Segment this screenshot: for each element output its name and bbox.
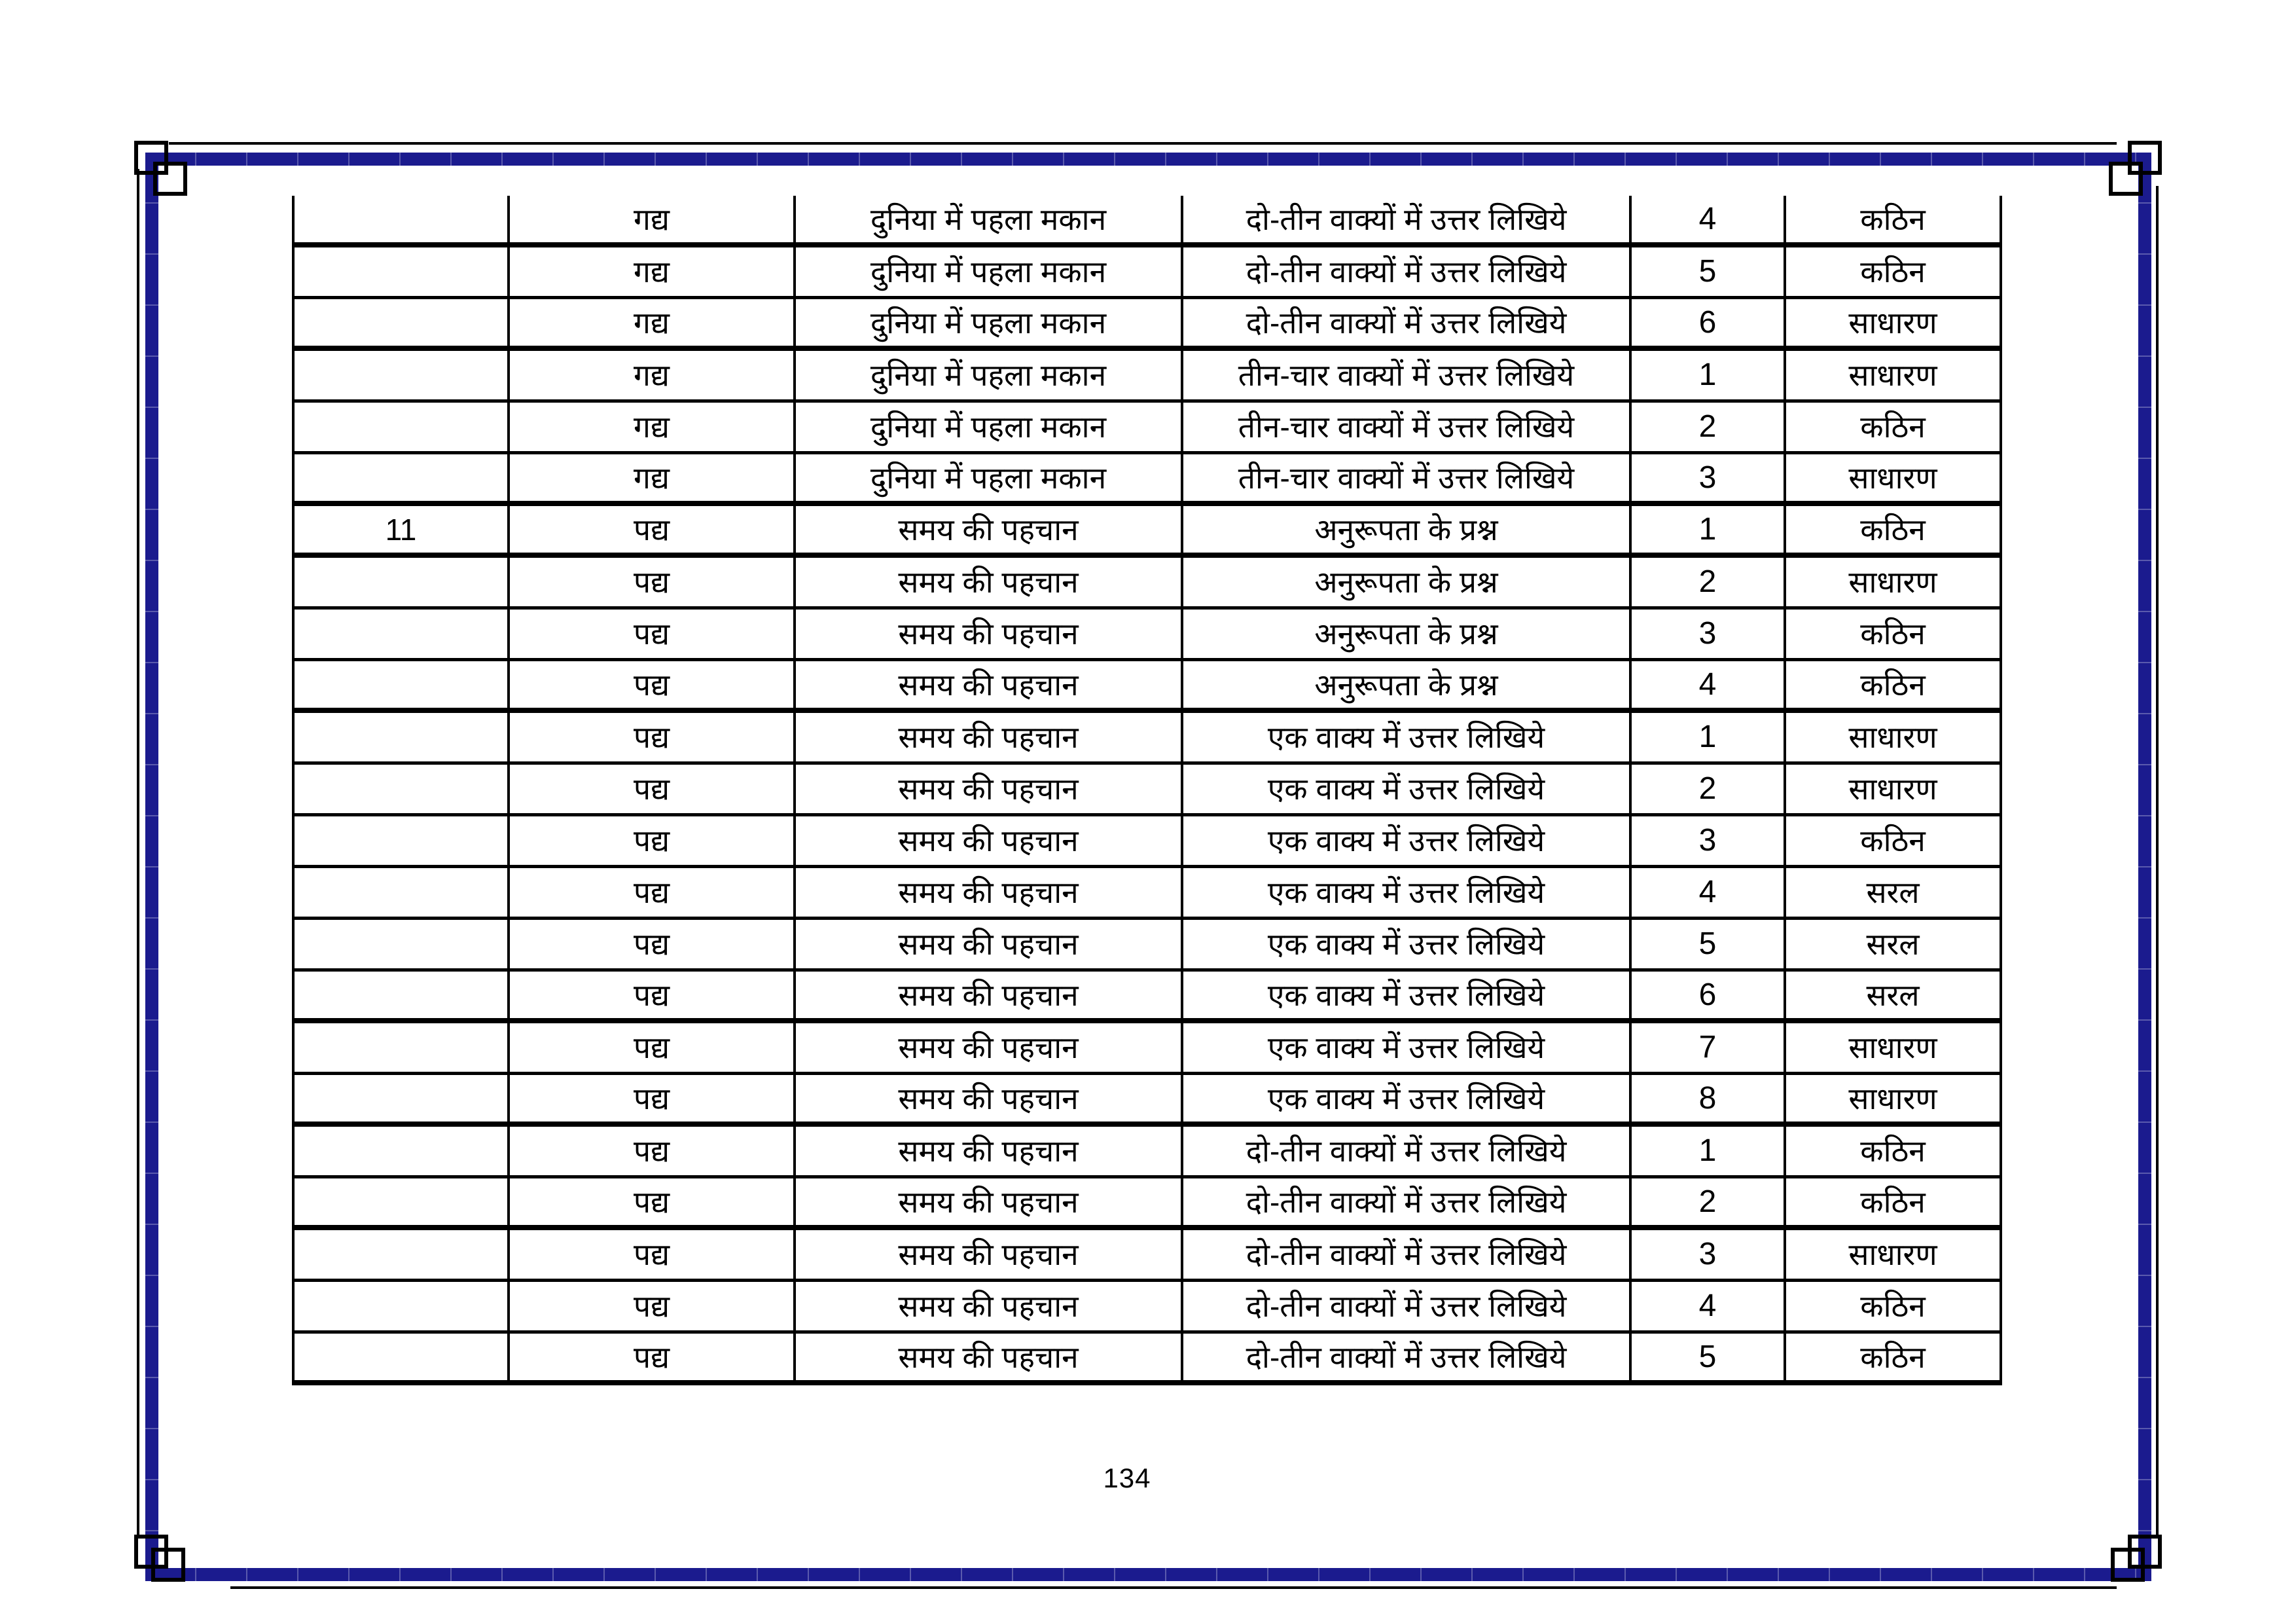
border-corner-square xyxy=(151,1548,185,1582)
cell-serial xyxy=(295,1023,510,1075)
cell-question-number: 7 xyxy=(1632,1023,1786,1075)
cell-question-type: दो-तीन वाक्यों में उत्तर लिखिये xyxy=(1183,1334,1632,1385)
cell-difficulty: साधारण xyxy=(1786,713,2002,765)
cell-question-number: 4 xyxy=(1632,868,1786,920)
cell-serial xyxy=(295,454,510,506)
page-border-thin-line-right xyxy=(2156,186,2159,1535)
cell-genre: गद्य xyxy=(510,196,796,247)
cell-question-type: एक वाक्य में उत्तर लिखिये xyxy=(1183,713,1632,765)
cell-question-type: अनुरूपता के प्रश्न xyxy=(1183,610,1632,661)
cell-serial xyxy=(295,1178,510,1230)
cell-genre: पद्य xyxy=(510,972,796,1023)
cell-question-type: एक वाक्य में उत्तर लिखिये xyxy=(1183,868,1632,920)
cell-genre: पद्य xyxy=(510,1178,796,1230)
cell-question-type: तीन-चार वाक्यों में उत्तर लिखिये xyxy=(1183,454,1632,506)
cell-lesson: समय की पहचान xyxy=(796,661,1183,713)
cell-genre: पद्य xyxy=(510,816,796,868)
cell-question-number: 5 xyxy=(1632,247,1786,299)
page-border-thin-line-left xyxy=(137,169,139,1535)
cell-question-number: 2 xyxy=(1632,558,1786,610)
cell-lesson: समय की पहचान xyxy=(796,1127,1183,1178)
cell-question-type: अनुरूपता के प्रश्न xyxy=(1183,506,1632,558)
cell-question-type: अनुरूपता के प्रश्न xyxy=(1183,661,1632,713)
cell-difficulty: कठिन xyxy=(1786,506,2002,558)
cell-serial xyxy=(295,1230,510,1282)
cell-question-number: 3 xyxy=(1632,816,1786,868)
cell-question-number: 5 xyxy=(1632,920,1786,972)
cell-serial xyxy=(295,610,510,661)
cell-question-type: दो-तीन वाक्यों में उत्तर लिखिये xyxy=(1183,247,1632,299)
cell-question-type: तीन-चार वाक्यों में उत्तर लिखिये xyxy=(1183,351,1632,403)
cell-lesson: दुनिया में पहला मकान xyxy=(796,299,1183,351)
cell-lesson: समय की पहचान xyxy=(796,1230,1183,1282)
cell-question-type: दो-तीन वाक्यों में उत्तर लिखिये xyxy=(1183,299,1632,351)
cell-serial xyxy=(295,713,510,765)
cell-question-type: एक वाक्य में उत्तर लिखिये xyxy=(1183,1075,1632,1127)
cell-genre: पद्य xyxy=(510,1127,796,1178)
cell-difficulty: सरल xyxy=(1786,920,2002,972)
cell-question-number: 1 xyxy=(1632,351,1786,403)
cell-question-number: 3 xyxy=(1632,610,1786,661)
cell-difficulty: कठिन xyxy=(1786,661,2002,713)
cell-lesson: दुनिया में पहला मकान xyxy=(796,196,1183,247)
cell-lesson: दुनिया में पहला मकान xyxy=(796,454,1183,506)
cell-difficulty: साधारण xyxy=(1786,1023,2002,1075)
cell-difficulty: साधारण xyxy=(1786,351,2002,403)
cell-genre: पद्य xyxy=(510,920,796,972)
cell-question-number: 6 xyxy=(1632,972,1786,1023)
cell-genre: पद्य xyxy=(510,1282,796,1334)
cell-difficulty: कठिन xyxy=(1786,403,2002,454)
cell-lesson: समय की पहचान xyxy=(796,1178,1183,1230)
question-table xyxy=(292,196,2000,1385)
cell-lesson: समय की पहचान xyxy=(796,816,1183,868)
cell-genre: पद्य xyxy=(510,661,796,713)
cell-genre: गद्य xyxy=(510,351,796,403)
cell-genre: पद्य xyxy=(510,1230,796,1282)
cell-question-type: दो-तीन वाक्यों में उत्तर लिखिये xyxy=(1183,1230,1632,1282)
cell-genre: पद्य xyxy=(510,713,796,765)
cell-lesson: दुनिया में पहला मकान xyxy=(796,247,1183,299)
cell-lesson: दुनिया में पहला मकान xyxy=(796,403,1183,454)
cell-genre: पद्य xyxy=(510,558,796,610)
cell-question-number: 1 xyxy=(1632,713,1786,765)
cell-question-number: 2 xyxy=(1632,403,1786,454)
cell-question-type: एक वाक्य में उत्तर लिखिये xyxy=(1183,972,1632,1023)
border-corner-square xyxy=(2111,1548,2145,1582)
cell-question-number: 1 xyxy=(1632,1127,1786,1178)
page-border-band-bottom xyxy=(145,1568,2151,1581)
cell-question-number: 2 xyxy=(1632,1178,1786,1230)
cell-difficulty: साधारण xyxy=(1786,454,2002,506)
border-corner-square xyxy=(153,162,187,196)
cell-serial xyxy=(295,247,510,299)
cell-difficulty: कठिन xyxy=(1786,816,2002,868)
cell-serial: 11 xyxy=(295,506,510,558)
cell-difficulty: कठिन xyxy=(1786,1178,2002,1230)
cell-difficulty: कठिन xyxy=(1786,610,2002,661)
cell-lesson: समय की पहचान xyxy=(796,972,1183,1023)
page-border-thin-line-top xyxy=(169,142,2117,145)
cell-lesson: समय की पहचान xyxy=(796,920,1183,972)
cell-question-type: एक वाक्य में उत्तर लिखिये xyxy=(1183,816,1632,868)
cell-question-number: 1 xyxy=(1632,506,1786,558)
cell-question-number: 4 xyxy=(1632,1282,1786,1334)
cell-genre: गद्य xyxy=(510,403,796,454)
cell-question-number: 3 xyxy=(1632,454,1786,506)
cell-question-number: 2 xyxy=(1632,765,1786,816)
cell-genre: पद्य xyxy=(510,1334,796,1385)
cell-serial xyxy=(295,972,510,1023)
cell-serial xyxy=(295,868,510,920)
cell-lesson: समय की पहचान xyxy=(796,506,1183,558)
cell-question-type: एक वाक्य में उत्तर लिखिये xyxy=(1183,765,1632,816)
cell-serial xyxy=(295,816,510,868)
cell-difficulty: कठिन xyxy=(1786,1282,2002,1334)
cell-lesson: समय की पहचान xyxy=(796,558,1183,610)
cell-serial xyxy=(295,351,510,403)
cell-difficulty: कठिन xyxy=(1786,196,2002,247)
cell-serial xyxy=(295,1127,510,1178)
cell-genre: पद्य xyxy=(510,610,796,661)
cell-serial xyxy=(295,1075,510,1127)
cell-question-number: 3 xyxy=(1632,1230,1786,1282)
cell-genre: पद्य xyxy=(510,506,796,558)
cell-question-type: दो-तीन वाक्यों में उत्तर लिखिये xyxy=(1183,1178,1632,1230)
cell-difficulty: सरल xyxy=(1786,868,2002,920)
cell-question-number: 8 xyxy=(1632,1075,1786,1127)
cell-genre: पद्य xyxy=(510,765,796,816)
cell-difficulty: कठिन xyxy=(1786,1127,2002,1178)
cell-lesson: समय की पहचान xyxy=(796,1023,1183,1075)
cell-question-type: तीन-चार वाक्यों में उत्तर लिखिये xyxy=(1183,403,1632,454)
cell-serial xyxy=(295,920,510,972)
cell-serial xyxy=(295,765,510,816)
cell-genre: पद्य xyxy=(510,1023,796,1075)
cell-serial xyxy=(295,1282,510,1334)
cell-lesson: समय की पहचान xyxy=(796,765,1183,816)
cell-lesson: समय की पहचान xyxy=(796,1334,1183,1385)
cell-lesson: समय की पहचान xyxy=(796,868,1183,920)
cell-lesson: समय की पहचान xyxy=(796,1075,1183,1127)
cell-serial xyxy=(295,558,510,610)
cell-difficulty: साधारण xyxy=(1786,1075,2002,1127)
cell-genre: गद्य xyxy=(510,299,796,351)
cell-question-number: 6 xyxy=(1632,299,1786,351)
cell-genre: पद्य xyxy=(510,1075,796,1127)
cell-question-number: 4 xyxy=(1632,196,1786,247)
cell-serial xyxy=(295,1334,510,1385)
cell-difficulty: साधारण xyxy=(1786,765,2002,816)
cell-question-number: 5 xyxy=(1632,1334,1786,1385)
cell-question-type: अनुरूपता के प्रश्न xyxy=(1183,558,1632,610)
cell-question-type: दो-तीन वाक्यों में उत्तर लिखिये xyxy=(1183,196,1632,247)
cell-difficulty: सरल xyxy=(1786,972,2002,1023)
cell-difficulty: कठिन xyxy=(1786,247,2002,299)
page-border-band-left xyxy=(145,153,158,1581)
cell-question-type: एक वाक्य में उत्तर लिखिये xyxy=(1183,920,1632,972)
border-corner-square xyxy=(2109,162,2143,196)
cell-difficulty: कठिन xyxy=(1786,1334,2002,1385)
cell-serial xyxy=(295,661,510,713)
page-border-band-right xyxy=(2138,153,2151,1581)
cell-lesson: समय की पहचान xyxy=(796,610,1183,661)
cell-lesson: दुनिया में पहला मकान xyxy=(796,351,1183,403)
cell-lesson: समय की पहचान xyxy=(796,1282,1183,1334)
cell-question-type: दो-तीन वाक्यों में उत्तर लिखिये xyxy=(1183,1127,1632,1178)
page-border-thin-line-bottom xyxy=(230,1586,2117,1589)
cell-serial xyxy=(295,403,510,454)
page-border-band-top xyxy=(145,153,2151,166)
cell-lesson: समय की पहचान xyxy=(796,713,1183,765)
cell-question-type: दो-तीन वाक्यों में उत्तर लिखिये xyxy=(1183,1282,1632,1334)
cell-difficulty: साधारण xyxy=(1786,558,2002,610)
cell-serial xyxy=(295,299,510,351)
cell-question-number: 4 xyxy=(1632,661,1786,713)
cell-serial xyxy=(295,196,510,247)
cell-difficulty: साधारण xyxy=(1786,1230,2002,1282)
page-number: 134 xyxy=(1103,1463,1151,1493)
cell-genre: गद्य xyxy=(510,247,796,299)
cell-difficulty: साधारण xyxy=(1786,299,2002,351)
cell-genre: गद्य xyxy=(510,454,796,506)
cell-question-type: एक वाक्य में उत्तर लिखिये xyxy=(1183,1023,1632,1075)
cell-genre: पद्य xyxy=(510,868,796,920)
